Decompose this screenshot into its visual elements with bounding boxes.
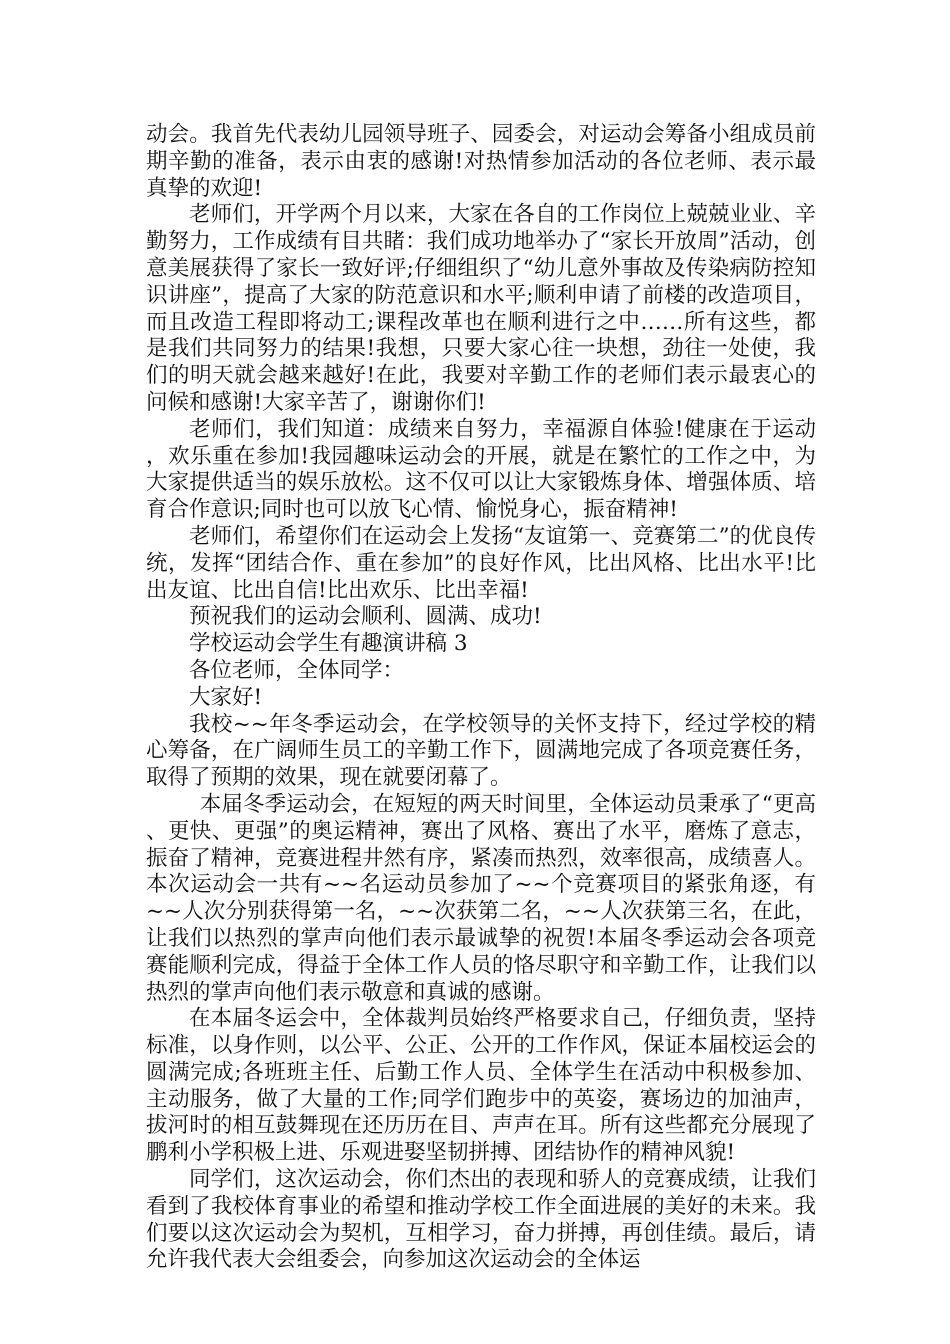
document-body — [146, 122, 816, 1274]
paragraph-3: 老师们，我们知道：成绩来自努力，幸福源自体验!健康在于运动，欢乐重在参加!我园趣味运动会的开展，就是在繁忙的工作之中，为大家提供适当的娱乐放松。这不仅可以让大家锻炼身体、增强体质、培育合作意识;同时也可以放飞心情、愉悦身心，振奋精神! — [146, 416, 816, 523]
paragraph-1: 动会。我首先代表幼儿园领导班子、园委会，对运动会筹备小组成员前期辛勤的准备，表示由衷的感谢!对热情参加活动的各位老师、表示最真挚的欢迎! — [146, 122, 816, 201]
paragraph-12: 同学们，这次运动会，你们杰出的表现和骄人的竞赛成绩，让我们看到了我校体育事业的希望和推动学校工作全面进展的美好的未来。我们要以这次运动会为契机，互相学习，奋力拼搏，再创佳绩。最后，请允许我代表大会组委会，向参加这次运动会的全体运 — [146, 1167, 816, 1273]
paragraph-9: 我校~~年冬季运动会，在学校领导的关怀支持下，经过学校的精心筹备，在广阔师生员工的辛勤工作下，圆满地完成了各项竞赛任务，取得了预期的效果，现在就要闭幕了。 — [146, 711, 816, 791]
greeting: 大家好! — [189, 684, 263, 710]
section-heading: 学校运动会学生有趣演讲稿 3 — [189, 631, 468, 657]
paragraph-2: 老师们，开学两个月以来，大家在各自的工作岗位上兢兢业业、辛勤努力，工作成绩有目共睹：我们成功地举办了“家长开放周”活动，创意美展获得了家长一致好评;仔细组织了“幼儿意外事故及传染病防控知识讲座”，提高了大家的防范意识和水平;顺利申请了前楼的改造项目，而且改造工程即将动工;课程改革也在顺利进行之中……所有这些，都是我们共同努力的结果!我想，只要大家心往一块想，劲往一处使，我们的明天就会越来越好!在此，我要对辛勤工作的老师们表示最衷心的问候和感谢!大家辛苦了，谢谢你们! — [146, 202, 816, 415]
salutation: 各位老师，全体同学： — [189, 657, 405, 683]
paragraph-11: 在本届冬运会中，全体裁判员始终严格要求自己，仔细负责，坚持标准，以身作则，以公平、公正、公开的工作作风，保证本届校运会的圆满完成;各班班主任、后勤工作人员、全体学生在活动中积极参加、主动服务，做了大量的工作;同学们跑步中的英姿，赛场边的加油声，拔河时的相互鼓舞现在还历历在目、声声在耳。所有这些都充分展现了鹏利小学积极上进、乐观进娶坚韧拼搏、团结协作的精神风貌! — [146, 1006, 816, 1166]
paragraph-10: 本届冬季运动会，在短短的两天时间里，全体运动员秉承了“更高、更快、更强”的奥运精神，赛出了风格、赛出了水平，磨炼了意志，振奋了精神，竞赛进程井然有序，紧凑而热烈，效率很高，成绩喜人。本次运动会一共有~~名运动员参加了~~个竞赛项目的紧张角逐，有~~人次分别获得第一名，~~次获第二名，~~人次获第三名，在此，让我们以热烈的掌声向他们表示最诚挚的祝贺!本届冬季运动会各项竞赛能顺利完成，得益于全体工作人员的恪尽职守和辛勤工作，让我们以热烈的掌声向他们表示敬意和真诚的感谢。 — [146, 791, 816, 1005]
paragraph-5: 预祝我们的运动会顺利、圆满、成功! — [189, 604, 542, 630]
paragraph-4: 老师们，希望你们在运动会上发扬“友谊第一、竞赛第二”的优良传统，发挥“团结合作、重在参加”的良好作风，比出风格、比出水平!比出友谊、比出自信!比出欢乐、比出幸福! — [146, 523, 816, 603]
